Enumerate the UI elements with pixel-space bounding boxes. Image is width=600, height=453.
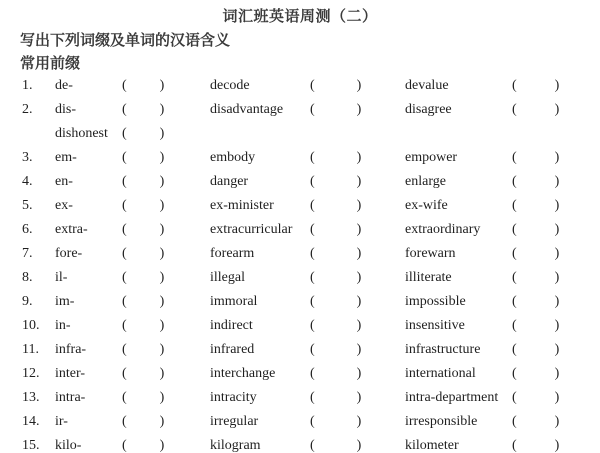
paren-open: (: [122, 366, 127, 381]
paren-open: (: [122, 198, 127, 213]
prefix-cell: [55, 122, 210, 146]
prefix-cell: [55, 242, 210, 266]
paren-open: (: [512, 438, 517, 453]
row-number: 12.: [22, 366, 40, 381]
example1-cell: [210, 314, 405, 338]
paren-close: ): [159, 102, 165, 117]
paren-open: (: [512, 150, 517, 165]
paren-open: (: [310, 222, 315, 237]
example2-cell: [405, 170, 600, 194]
paren-open: (: [122, 438, 127, 453]
answer-blank: [512, 338, 559, 362]
prefix-label: ex-: [55, 198, 73, 213]
paren-open: (: [310, 102, 315, 117]
example-word: international: [405, 366, 476, 381]
prefix-cell: [55, 338, 210, 362]
prefix-cell: [55, 362, 210, 386]
paren-close: ): [554, 438, 560, 453]
answer-blank: [122, 338, 164, 362]
table-row: [0, 290, 600, 314]
paren-open: (: [310, 366, 315, 381]
example2-cell: [405, 290, 600, 314]
table-row: [0, 146, 600, 170]
prefix-cell: [55, 98, 210, 122]
row-number: 6.: [22, 222, 33, 237]
paren-open: (: [310, 294, 315, 309]
row-number: 3.: [22, 150, 33, 165]
prefix-list: [0, 74, 600, 453]
prefix-label: in-: [55, 318, 71, 333]
example2-cell: [405, 338, 600, 362]
example1-cell: [210, 98, 405, 122]
paren-close: ): [554, 102, 560, 117]
answer-blank: [310, 218, 361, 242]
example-word: forearm: [210, 246, 255, 261]
answer-blank: [512, 386, 559, 410]
example2-cell: [405, 74, 600, 98]
answer-blank: [310, 290, 361, 314]
answer-blank: [512, 218, 559, 242]
paren-close: ): [554, 150, 560, 165]
prefix-label: infra-: [55, 342, 87, 357]
prefix-label: en-: [55, 174, 73, 189]
paren-close: ): [356, 222, 362, 237]
example2-cell: [405, 410, 600, 434]
paren-close: ): [159, 174, 165, 189]
example-word: devalue: [405, 78, 449, 93]
paren-close: ): [159, 294, 165, 309]
table-row: [0, 266, 600, 290]
example-word: irregular: [210, 414, 259, 429]
table-row: [0, 242, 600, 266]
paren-open: (: [122, 174, 127, 189]
table-row: [0, 170, 600, 194]
paren-open: (: [122, 246, 127, 261]
table-row: [0, 194, 600, 218]
example-word: disadvantage: [210, 102, 284, 117]
answer-blank: [122, 170, 164, 194]
example1-cell: [210, 194, 405, 218]
paren-open: (: [122, 78, 127, 93]
example2-cell: [405, 218, 600, 242]
example1-cell: [210, 410, 405, 434]
paren-open: (: [310, 270, 315, 285]
prefix-label: fore-: [55, 246, 83, 261]
prefix-label: inter-: [55, 366, 86, 381]
answer-blank: [512, 194, 559, 218]
paren-open: (: [512, 366, 517, 381]
paren-close: ): [159, 270, 165, 285]
example-word: illegal: [210, 270, 245, 285]
table-row: [0, 218, 600, 242]
answer-blank: [310, 410, 361, 434]
paren-close: ): [159, 246, 165, 261]
example-word: intracity: [210, 390, 257, 405]
paren-close: ): [554, 390, 560, 405]
prefix-label: intra-: [55, 390, 86, 405]
example-word: illiterate: [405, 270, 452, 285]
answer-blank: [122, 314, 164, 338]
paren-open: (: [310, 438, 315, 453]
answer-blank: [310, 434, 361, 453]
paren-open: (: [512, 414, 517, 429]
answer-blank: [512, 74, 559, 98]
prefix-label: il-: [55, 270, 68, 285]
example-word: infrastructure: [405, 342, 481, 357]
answer-blank: [310, 386, 361, 410]
table-row: [0, 410, 600, 434]
example-word: decode: [210, 78, 250, 93]
paren-close: ): [159, 342, 165, 357]
paren-close: ): [554, 174, 560, 189]
row-number: 5.: [22, 198, 33, 213]
example1-cell: [210, 434, 405, 453]
prefix-label: dis-: [55, 102, 76, 117]
table-row: [0, 386, 600, 410]
paren-open: (: [122, 150, 127, 165]
paren-close: ): [356, 174, 362, 189]
example2-cell: [405, 194, 600, 218]
prefix-cell: [55, 386, 210, 410]
example-word: empower: [405, 150, 458, 165]
example1-cell: [210, 266, 405, 290]
answer-blank: [122, 218, 164, 242]
paren-close: ): [159, 438, 165, 453]
row-number: 4.: [22, 174, 33, 189]
paren-close: ): [159, 414, 165, 429]
row-number: 11.: [22, 342, 39, 357]
answer-blank: [512, 290, 559, 314]
example2-cell: [405, 362, 600, 386]
example1-cell: [210, 386, 405, 410]
example2-cell: [405, 146, 600, 170]
example-word: kilometer: [405, 438, 459, 453]
paren-open: (: [310, 198, 315, 213]
prefix-cell: [55, 146, 210, 170]
prefix-label: kilo-: [55, 438, 82, 453]
answer-blank: [122, 146, 164, 170]
paren-open: (: [512, 246, 517, 261]
paren-open: (: [512, 342, 517, 357]
example-word: extracurricular: [210, 222, 293, 237]
example-word: extraordinary: [405, 222, 481, 237]
table-row: [0, 314, 600, 338]
answer-blank: [122, 386, 164, 410]
example-word: disagree: [405, 102, 452, 117]
paren-close: ): [356, 246, 362, 261]
paren-close: ): [159, 222, 165, 237]
example2-cell: [405, 98, 600, 122]
example1-cell: [210, 146, 405, 170]
answer-blank: [310, 146, 361, 170]
answer-blank: [310, 362, 361, 386]
answer-blank: [512, 146, 559, 170]
paren-close: ): [356, 438, 362, 453]
prefix-cell: [55, 434, 210, 453]
example-word: embody: [210, 150, 256, 165]
paren-close: ): [554, 78, 560, 93]
example-word: forewarn: [405, 246, 456, 261]
prefix-cell: [55, 290, 210, 314]
prefix-label: de-: [55, 78, 73, 93]
paren-close: ): [159, 390, 165, 405]
paren-open: (: [310, 414, 315, 429]
answer-blank: [512, 170, 559, 194]
paren-close: ): [159, 78, 165, 93]
prefix-label: ir-: [55, 414, 68, 429]
answer-blank: [310, 98, 361, 122]
section-heading-common-prefixes: 常用前缀: [20, 55, 81, 72]
paren-close: ): [159, 318, 165, 333]
paren-open: (: [122, 390, 127, 405]
example-word: impossible: [405, 294, 466, 309]
answer-blank: [310, 266, 361, 290]
answer-blank: [512, 410, 559, 434]
prefix-label: em-: [55, 150, 77, 165]
prefix-label: extra-: [55, 222, 88, 237]
answer-blank: [512, 266, 559, 290]
paren-close: ): [356, 366, 362, 381]
answer-blank: [122, 290, 164, 314]
example-word: danger: [210, 174, 249, 189]
example2-cell: [405, 242, 600, 266]
paren-open: (: [310, 246, 315, 261]
paren-open: (: [512, 318, 517, 333]
answer-blank: [310, 74, 361, 98]
paren-close: ): [356, 294, 362, 309]
instruction-line: 写出下列词缀及单词的汉语含义: [20, 32, 231, 49]
prefix-cell: [55, 266, 210, 290]
example1-cell: [210, 218, 405, 242]
paren-open: (: [512, 294, 517, 309]
paren-close: ): [554, 294, 560, 309]
paren-open: (: [310, 342, 315, 357]
paren-close: ): [554, 198, 560, 213]
example-word: infrared: [210, 342, 255, 357]
answer-blank: [310, 170, 361, 194]
answer-blank: [310, 242, 361, 266]
answer-blank: [310, 314, 361, 338]
paren-open: (: [512, 198, 517, 213]
example2-cell: [405, 314, 600, 338]
paren-close: ): [554, 270, 560, 285]
answer-blank: [512, 242, 559, 266]
example-word: ex-minister: [210, 198, 274, 213]
example2-cell: [405, 434, 600, 453]
paren-open: (: [122, 126, 127, 141]
row-number: 14.: [22, 414, 40, 429]
table-row: [0, 98, 600, 122]
prefix-cell: [55, 74, 210, 98]
paren-close: ): [159, 198, 165, 213]
example1-cell: [210, 242, 405, 266]
answer-blank: [122, 194, 164, 218]
paren-close: ): [356, 198, 362, 213]
example2-cell: [405, 266, 600, 290]
paren-close: ): [554, 414, 560, 429]
prefix-cell: [55, 314, 210, 338]
example1-cell: [210, 338, 405, 362]
row-number: 7.: [22, 246, 33, 261]
answer-blank: [512, 434, 559, 453]
table-row: [0, 434, 600, 453]
example-word: immoral: [210, 294, 258, 309]
example-word: enlarge: [405, 174, 446, 189]
answer-blank: [122, 122, 164, 146]
answer-blank: [122, 98, 164, 122]
row-number: 13.: [22, 390, 40, 405]
example-word: kilogram: [210, 438, 261, 453]
example2-cell: [405, 386, 600, 410]
paren-open: (: [310, 390, 315, 405]
paren-open: (: [512, 174, 517, 189]
paren-close: ): [356, 102, 362, 117]
row-number: 1.: [22, 78, 33, 93]
answer-blank: [512, 314, 559, 338]
paren-close: ): [554, 318, 560, 333]
paren-close: ): [356, 342, 362, 357]
prefix-cell: [55, 410, 210, 434]
table-row: [0, 362, 600, 386]
prefix-label: im-: [55, 294, 75, 309]
answer-blank: [122, 434, 164, 453]
answer-blank: [512, 362, 559, 386]
paren-open: (: [122, 222, 127, 237]
prefix-label: dishonest: [55, 126, 108, 141]
paren-open: (: [122, 318, 127, 333]
paren-close: ): [159, 126, 165, 141]
answer-blank: [122, 74, 164, 98]
row-number: 15.: [22, 438, 40, 453]
prefix-cell: [55, 194, 210, 218]
answer-blank: [122, 410, 164, 434]
table-row: [0, 122, 600, 146]
example-word: ex-wife: [405, 198, 448, 213]
row-number: 10.: [22, 318, 40, 333]
paren-close: ): [159, 366, 165, 381]
paren-close: ): [554, 246, 560, 261]
answer-blank: [512, 98, 559, 122]
paren-open: (: [122, 342, 127, 357]
example-word: insensitive: [405, 318, 465, 333]
paren-open: (: [310, 174, 315, 189]
paren-open: (: [310, 150, 315, 165]
paren-close: ): [356, 78, 362, 93]
paren-close: ): [554, 222, 560, 237]
paren-open: (: [122, 294, 127, 309]
paren-open: (: [512, 270, 517, 285]
example1-cell: [210, 362, 405, 386]
paren-close: ): [159, 150, 165, 165]
paren-open: (: [122, 414, 127, 429]
row-number: 9.: [22, 294, 33, 309]
table-row: [0, 338, 600, 362]
example-word: irresponsible: [405, 414, 478, 429]
answer-blank: [122, 362, 164, 386]
paren-close: ): [554, 366, 560, 381]
page-title: 词汇班英语周测（二）: [222, 8, 378, 25]
example-word: indirect: [210, 318, 253, 333]
paren-close: ): [356, 318, 362, 333]
answer-blank: [122, 242, 164, 266]
example1-cell: [210, 74, 405, 98]
example1-cell: [210, 170, 405, 194]
paren-open: (: [310, 318, 315, 333]
answer-blank: [310, 194, 361, 218]
paren-open: (: [512, 78, 517, 93]
paren-open: (: [512, 222, 517, 237]
paren-close: ): [554, 342, 560, 357]
example-word: intra-department: [405, 390, 499, 405]
paren-close: ): [356, 414, 362, 429]
example-word: interchange: [210, 366, 276, 381]
prefix-cell: [55, 218, 210, 242]
prefix-cell: [55, 170, 210, 194]
answer-blank: [310, 338, 361, 362]
row-number: 2.: [22, 102, 33, 117]
paren-open: (: [122, 270, 127, 285]
paren-open: (: [512, 390, 517, 405]
answer-blank: [122, 266, 164, 290]
paren-close: ): [356, 390, 362, 405]
example1-cell: [210, 290, 405, 314]
table-row: [0, 74, 600, 98]
paren-open: (: [310, 78, 315, 93]
paren-close: ): [356, 270, 362, 285]
paren-open: (: [122, 102, 127, 117]
paren-open: (: [512, 102, 517, 117]
paren-close: ): [356, 150, 362, 165]
row-number: 8.: [22, 270, 33, 285]
